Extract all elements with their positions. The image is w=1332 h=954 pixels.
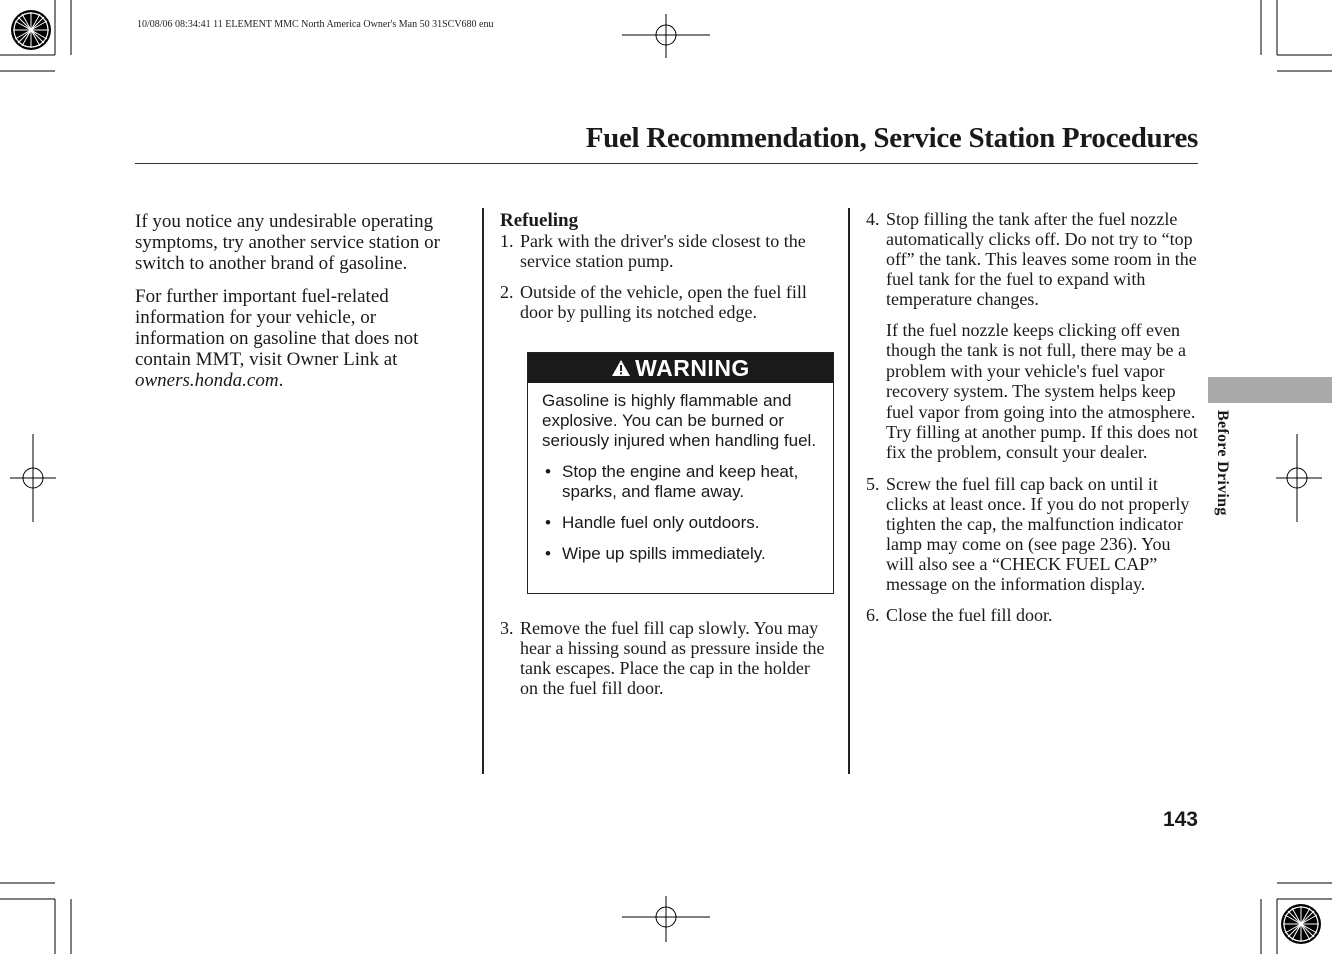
column-refueling — [500, 210, 830, 333]
warning-box — [527, 352, 834, 594]
refueling-step — [500, 282, 830, 322]
owner-link-text: For further important fuel-related information for your vehicle, or information on gasoline that does not contain MMT, visit Owner Link at — [135, 286, 419, 370]
owner-link-paragraph — [135, 286, 470, 391]
step-number: 2. — [500, 282, 514, 302]
column-refueling-continued — [500, 618, 830, 709]
print-job-header: 10/08/06 08:34:41 11 ELEMENT MMC North America Owner's Man 50 31SCV680 enu — [137, 19, 494, 30]
bullet-text: Stop the engine and keep heat, sparks, and flame away. — [562, 462, 799, 501]
step-note: If the fuel nozzle keeps clicking off even though the tank is not full, there may be a problem with your vehicle's fuel vapor recovery system. The system helps keep fuel vapor from going into the atmosphere. Try filling at another pump. If this does not fix the problem, consult your dealer. — [886, 320, 1198, 463]
warning-triangle-icon — [611, 359, 631, 377]
registration-target-top-left — [0, 0, 76, 76]
crosshair-top-center — [622, 14, 710, 58]
refueling-step — [866, 474, 1201, 594]
step-text: Remove the fuel fill cap slowly. You may hear a hissing sound as pressure inside the tank escapes. Place the cap in the holder on the fuel fill door. — [520, 618, 825, 698]
warning-intro: Gasoline is highly flammable and explosive. You can be burned or seriously injured when handling fuel. — [542, 391, 817, 450]
page-number: 143 — [1162, 808, 1198, 831]
section-tab — [1208, 377, 1332, 403]
warning-bullet — [542, 513, 823, 533]
step-text: Close the fuel fill door. — [886, 604, 1053, 625]
column-divider-2 — [848, 208, 850, 774]
refueling-heading: Refueling — [500, 210, 579, 231]
bullet-text: Wipe up spills immediately. — [562, 544, 766, 563]
warning-bullet — [542, 544, 823, 564]
warning-body — [528, 383, 833, 564]
warning-bullet — [542, 462, 823, 502]
crosshair-bottom-center — [622, 896, 710, 942]
owner-link-url[interactable]: owners.honda.com — [135, 370, 279, 391]
column-refueling-steps — [866, 209, 1201, 636]
crop-mark-bottom-left — [0, 878, 76, 954]
crosshair-left-middle — [10, 434, 56, 522]
step-text: Stop filling the tank after the fuel nozzle automatically clicks off. Do not try to “top off” the tank. This leaves some room in the fuel tank for the fuel to expand with temperature changes. — [886, 209, 1197, 309]
step-number: 1. — [500, 231, 514, 251]
title-rule — [135, 163, 1198, 164]
step-text: Screw the fuel fill cap back on until it clicks at least once. If you do not properly tighten the cap, the malfunction indicator lamp may come on (see page 236). You will also see a “CHECK FUEL CAP” message on the information display. — [886, 473, 1190, 594]
step-number: 4. — [866, 209, 880, 229]
step-text: Park with the driver's side closest to the service station pump. — [520, 231, 806, 271]
intro-paragraph: If you notice any undesirable operating symptoms, try another service station or switch to another brand of gasoline. — [135, 211, 440, 274]
refueling-step — [500, 231, 830, 271]
bullet-dot: • — [545, 544, 551, 563]
owner-link-period: . — [278, 370, 284, 391]
column-intro — [135, 211, 470, 403]
step-text: Outside of the vehicle, open the fuel fill door by pulling its notched edge. — [520, 282, 807, 322]
section-label: Before Driving — [1214, 410, 1231, 516]
warning-label: WARNING — [635, 354, 750, 381]
crop-mark-top-right — [1256, 0, 1332, 76]
refueling-step — [866, 209, 1201, 309]
step-number: 5. — [866, 473, 880, 494]
crosshair-right-middle — [1276, 434, 1322, 522]
warning-header — [528, 353, 833, 383]
refueling-step — [866, 605, 1201, 625]
registration-target-bottom-right — [1256, 878, 1332, 954]
page-title: Fuel Recommendation, Service Station Procedures — [585, 122, 1198, 154]
bullet-text: Handle fuel only outdoors. — [562, 513, 760, 532]
column-divider-1 — [482, 208, 484, 774]
bullet-dot: • — [545, 462, 551, 481]
step-number: 6. — [866, 604, 880, 625]
step-number: 3. — [500, 618, 514, 638]
bullet-dot: • — [545, 513, 551, 532]
refueling-step — [500, 618, 830, 698]
